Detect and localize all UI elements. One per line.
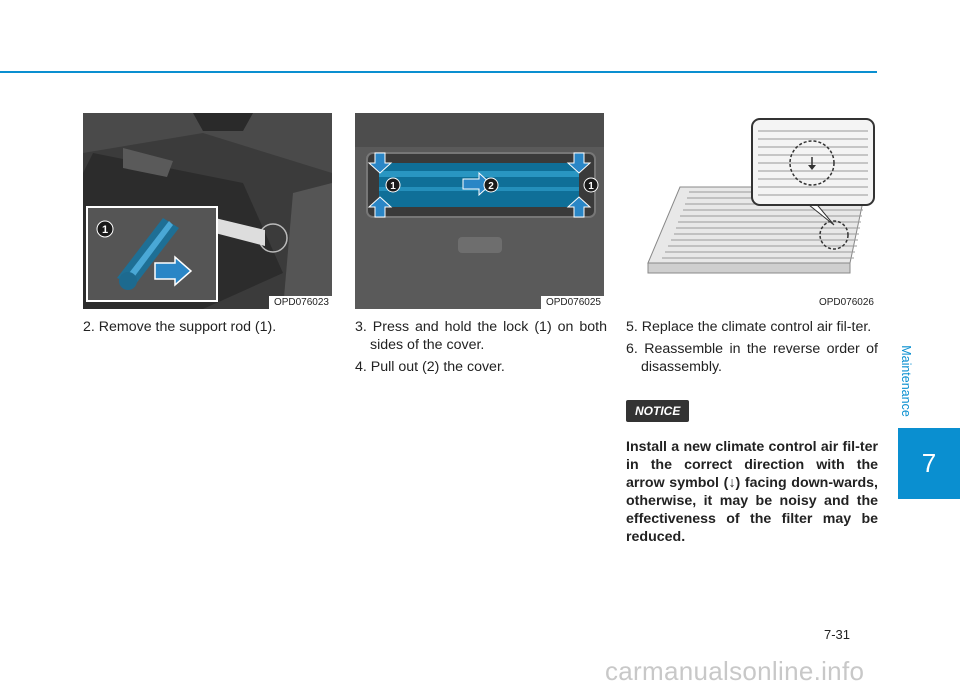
figure-code: OPD076023 — [269, 296, 332, 309]
chapter-tab[interactable]: 7 — [898, 428, 960, 499]
step-3: 3. Press and hold the lock (1) on both sides of the cover. — [355, 319, 607, 353]
callout-2: 2 — [488, 181, 494, 192]
page-number: 7-31 — [824, 627, 851, 642]
figure-code: OPD076026 — [814, 296, 877, 309]
air-filter-photo — [628, 113, 877, 309]
section-label — [899, 340, 913, 422]
step-2: 2. Remove the support rod (1). — [83, 319, 277, 335]
figure-code: OPD076025 — [541, 296, 604, 309]
column-2 — [355, 318, 607, 380]
callout-1-right: 1 — [588, 181, 594, 192]
column-1 — [83, 318, 335, 340]
step-5: 5. Replace the climate control air fil-ter. — [626, 319, 872, 335]
watermark-link[interactable]: carmanualsonline.info — [605, 656, 865, 686]
section-label-text: Maintenance — [899, 345, 914, 417]
step-6: 6. Reassemble in the reverse order of disassembly. — [626, 341, 878, 375]
callout-1: 1 — [101, 224, 109, 236]
step-4: 4. Pull out (2) the cover. — [355, 359, 505, 375]
callout-1-left: 1 — [390, 181, 396, 192]
header-rule — [0, 71, 877, 73]
support-rod-photo — [83, 113, 332, 309]
cover-removal-photo — [355, 113, 604, 309]
notice-badge: NOTICE — [626, 400, 689, 422]
notice-text: Install a new climate control air fil-ter in the correct direction with the arrow symbol (↓) facing down-wards, otherwise, it may be noisy and the effectiveness of the filter may be reduced. — [626, 439, 878, 545]
column-3 — [626, 318, 878, 546]
